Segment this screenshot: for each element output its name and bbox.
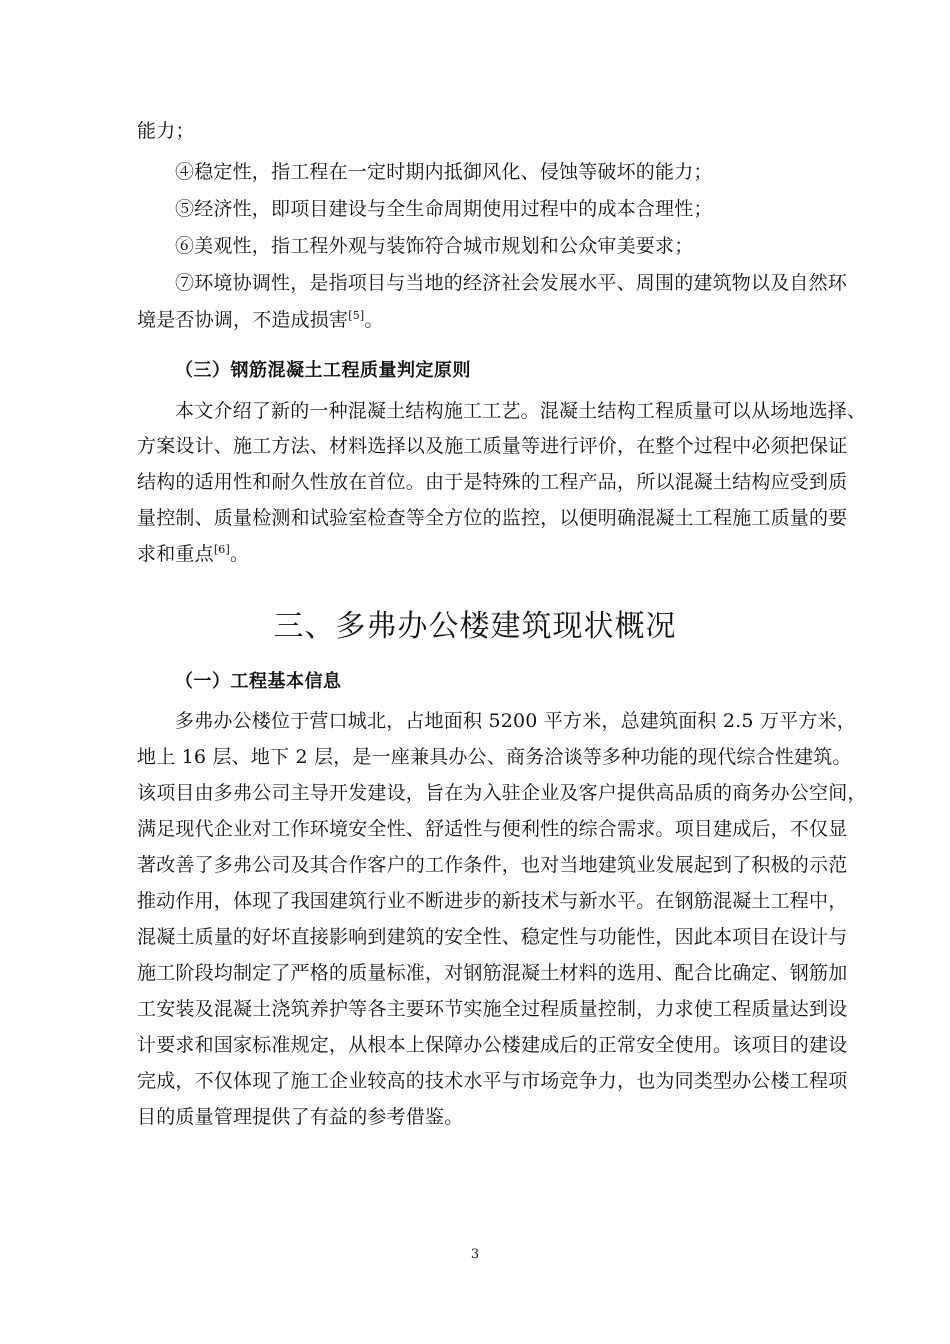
body-line: 混凝土质量的好坏直接影响到建筑的安全性、稳定性与功能性，因此本项目在设计与 — [137, 926, 848, 948]
citation-ref: [6] — [213, 543, 230, 556]
body-line: 量控制、质量检测和试验室检查等全方位的监控，以便明确混凝土工程施工质量的要 — [137, 507, 848, 529]
list-item-stability: ④稳定性，指工程在一定时期内抵御风化、侵蚀等破坏的能力； — [175, 161, 713, 183]
citation-ref: [5] — [348, 309, 365, 322]
body-line: 结构的适用性和耐久性放在首位。由于是特殊的工程产品，所以混凝土结构应受到质 — [137, 471, 848, 493]
chapter-title: 三、多弗办公楼建筑现状概况 — [273, 609, 677, 644]
list-item-aesthetics: ⑥美观性，指工程外观与装饰符合城市规划和公众审美要求； — [175, 235, 694, 257]
list-item-economy: ⑤经济性，即项目建设与全生命周期使用过程中的成本合理性； — [175, 198, 713, 220]
body-line: 方案设计、施工方法、材料选择以及施工质量等进行评价，在整个过程中必须把保证 — [137, 435, 848, 457]
list-item-environment-cont — [137, 307, 837, 333]
body-line: 目的质量管理提供了有益的参考借鉴。 — [137, 1106, 464, 1128]
text-span: 境是否协调，不造成损害 — [137, 309, 349, 331]
body-line: 计要求和国家标准规定，从根本上保障办公楼建成后的正常安全使用。该项目的建设 — [137, 1034, 848, 1056]
list-item-environment: ⑦环境协调性，是指项目与当地的经济社会发展水平、周围的建筑物以及自然环 — [175, 272, 848, 294]
text-span: 。 — [364, 309, 384, 331]
body-line: 施工阶段均制定了严格的质量标准，对钢筋混凝土材料的选用、配合比确定、钢筋加 — [137, 962, 848, 984]
body-line: 本文介绍了新的一种混凝土结构施工工艺。混凝土结构工程质量可以从场地选择、 — [175, 400, 867, 422]
body-line: 该项目由多弗公司主导开发建设，旨在为入驻企业及客户提供高品质的商务办公空间， — [137, 782, 867, 804]
section-heading: （一）工程基本信息 — [175, 671, 342, 692]
body-line: 推动作用，体现了我国建筑行业不断进步的新技术与新水平。在钢筋混凝土工程中， — [137, 890, 848, 912]
body-line: 满足现代企业对工作环境安全性、舒适性与便利性的综合需求。项目建成后，不仅显 — [137, 818, 848, 840]
body-line: 多弗办公楼位于营口城北，占地面积 5200 平方米，总建筑面积 2.5 万平方米， — [175, 710, 856, 732]
body-line — [137, 541, 837, 567]
body-line: 著改善了多弗公司及其合作客户的工作条件，也对当地建筑业发展起到了积极的示范 — [137, 854, 848, 876]
body-line: 地上 16 层、地下 2 层，是一座兼具办公、商务洽谈等多种功能的现代综合性建筑。 — [137, 746, 852, 768]
paragraph-continuation: 能力； — [137, 120, 195, 142]
section-heading: （三）钢筋混凝土工程质量判定原则 — [175, 360, 471, 381]
body-line: 工安装及混凝土浇筑养护等各主要环节实施全过程质量控制，力求使工程质量达到设 — [137, 998, 848, 1020]
text-span: 。 — [230, 543, 250, 565]
text-span: 求和重点 — [137, 543, 214, 565]
page-number: 3 — [470, 1247, 480, 1262]
body-line: 完成，不仅体现了施工企业较高的技术水平与市场竞争力，也为同类型办公楼工程项 — [137, 1070, 848, 1092]
